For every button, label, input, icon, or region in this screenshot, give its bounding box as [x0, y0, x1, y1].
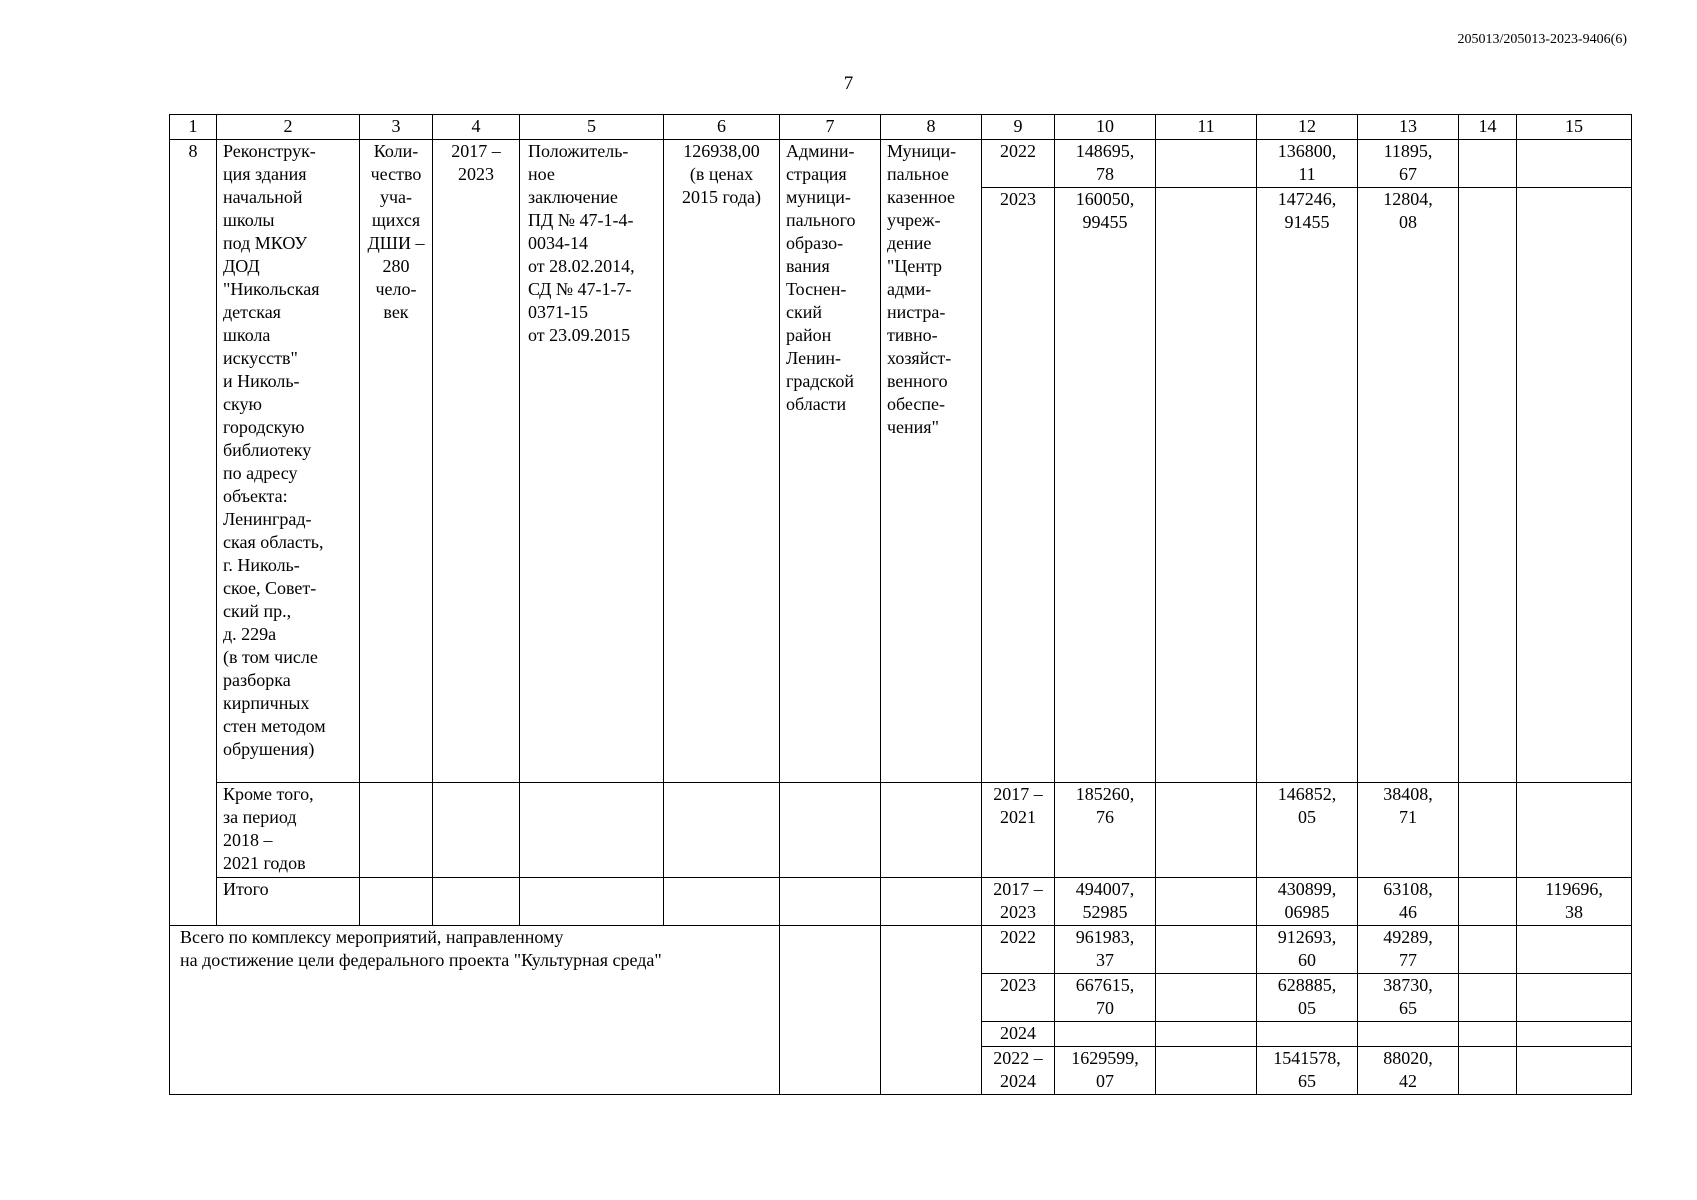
- cell-col14: [1459, 926, 1517, 974]
- col-header: 4: [433, 115, 520, 140]
- year: 2017 – 2023: [982, 878, 1055, 926]
- cell-col15: [1517, 1022, 1632, 1047]
- cell-col11: [1156, 188, 1257, 783]
- customer: Админи- страция муници- пального образо- вания Тоснен- ский район Ленин- градской области: [780, 140, 881, 783]
- year: 2024: [982, 1022, 1055, 1047]
- cell-col14: [1459, 140, 1517, 188]
- col-header: 2: [217, 115, 360, 140]
- cell-total: 494007, 52985: [1055, 878, 1156, 926]
- table-row: [170, 140, 1632, 188]
- col-header: 14: [1459, 115, 1517, 140]
- table-row: [170, 926, 1632, 974]
- cell-regional: 88020, 42: [1358, 1047, 1459, 1095]
- cell-federal: 430899, 06985: [1257, 878, 1358, 926]
- cell-col11: [1156, 783, 1257, 878]
- grand-total-label: Всего по комплексу мероприятий, направленному на достижение цели федерального проекта "Культурная среда": [170, 926, 780, 1095]
- extra-period-label: Кроме того, за период 2018 – 2021 годов: [217, 783, 360, 878]
- empty-cell: [881, 783, 982, 878]
- cell-col14: [1459, 1022, 1517, 1047]
- col-header: 10: [1055, 115, 1156, 140]
- empty-cell: [520, 878, 664, 926]
- cell-col15: [1517, 140, 1632, 188]
- total-label: Итого: [217, 878, 360, 926]
- cell-col15: 119696, 38: [1517, 878, 1632, 926]
- cell-total: 667615, 70: [1055, 974, 1156, 1022]
- cell-federal: 1541578, 65: [1257, 1047, 1358, 1095]
- year: 2017 – 2021: [982, 783, 1055, 878]
- cell-regional: 63108, 46: [1358, 878, 1459, 926]
- developer: Муници- пальное казенное учреж- дение "Центр адми- нистра- тивно- хозяйст- венного обеспе- чения": [881, 140, 982, 783]
- cell-total: [1055, 1022, 1156, 1047]
- empty-cell: [433, 878, 520, 926]
- capacity: Коли- чество уча- щихся ДШИ – 280 чело- век: [360, 140, 433, 783]
- cell-col14: [1459, 188, 1517, 783]
- col-header: 13: [1358, 115, 1459, 140]
- table-row: [170, 783, 1632, 878]
- cell-col11: [1156, 878, 1257, 926]
- cell-col15: [1517, 926, 1632, 974]
- cell-col11: [1156, 140, 1257, 188]
- col-header: 11: [1156, 115, 1257, 140]
- cell-regional: 49289, 77: [1358, 926, 1459, 974]
- cell-col14: [1459, 974, 1517, 1022]
- row-number: 8: [170, 140, 217, 926]
- cell-col15: [1517, 1047, 1632, 1095]
- page-number: 7: [843, 73, 854, 94]
- cell-col14: [1459, 783, 1517, 878]
- implementation-period: 2017 – 2023: [433, 140, 520, 783]
- cell-federal: [1257, 1022, 1358, 1047]
- cell-total: 1629599, 07: [1055, 1047, 1156, 1095]
- year: 2023: [982, 974, 1055, 1022]
- cell-regional: [1358, 1022, 1459, 1047]
- cell-col15: [1517, 974, 1632, 1022]
- column-number-row: [170, 115, 1632, 140]
- col-header: 5: [520, 115, 664, 140]
- empty-cell: [360, 878, 433, 926]
- col-header: 12: [1257, 115, 1358, 140]
- cell-federal: 146852, 05: [1257, 783, 1358, 878]
- col-header: 3: [360, 115, 433, 140]
- cell-col11: [1156, 1047, 1257, 1095]
- empty-cell: [433, 783, 520, 878]
- col-header: 15: [1517, 115, 1632, 140]
- empty-cell: [881, 878, 982, 926]
- year: 2023: [982, 188, 1055, 783]
- col-header: 8: [881, 115, 982, 140]
- cell-regional: 38408, 71: [1358, 783, 1459, 878]
- cell-federal: 912693, 60: [1257, 926, 1358, 974]
- cell-col11: [1156, 1022, 1257, 1047]
- cell-total: 148695, 78: [1055, 140, 1156, 188]
- empty-cell: [780, 783, 881, 878]
- cell-col15: [1517, 188, 1632, 783]
- col-header: 6: [664, 115, 780, 140]
- cell-regional: 11895, 67: [1358, 140, 1459, 188]
- cell-federal: 628885, 05: [1257, 974, 1358, 1022]
- cell-regional: 12804, 08: [1358, 188, 1459, 783]
- cell-total: 160050, 99455: [1055, 188, 1156, 783]
- cell-regional: 38730, 65: [1358, 974, 1459, 1022]
- empty-cell: [881, 926, 982, 1095]
- year: 2022: [982, 140, 1055, 188]
- year: 2022: [982, 926, 1055, 974]
- year: 2022 – 2024: [982, 1047, 1055, 1095]
- cell-federal: 147246, 91455: [1257, 188, 1358, 783]
- cell-col14: [1459, 1047, 1517, 1095]
- col-header: 1: [170, 115, 217, 140]
- empty-cell: [664, 878, 780, 926]
- cell-total: 185260, 76: [1055, 783, 1156, 878]
- expert-conclusion: Положитель- ное заключение ПД № 47-1-4- 0034-14 от 28.02.2014, СД № 47-1-7- 0371-15 от 23.09.2015: [520, 140, 664, 783]
- cell-federal: 136800, 11: [1257, 140, 1358, 188]
- empty-cell: [780, 878, 881, 926]
- empty-cell: [520, 783, 664, 878]
- empty-cell: [664, 783, 780, 878]
- cell-total: 961983, 37: [1055, 926, 1156, 974]
- cell-col11: [1156, 926, 1257, 974]
- empty-cell: [360, 783, 433, 878]
- col-header: 9: [982, 115, 1055, 140]
- table-row: [170, 878, 1632, 926]
- object-name: Реконструк- ция здания начальной школы под МКОУ ДОД "Никольская детская школа искусств" и Николь- скую городскую библиотеку по адресу объекта: Ленинград- ская область, г. Николь- ское, Совет- ский пр., д. 229а (в том числе разборка кирпичных стен методом обрушения): [217, 140, 360, 783]
- cell-col11: [1156, 974, 1257, 1022]
- cell-col14: [1459, 878, 1517, 926]
- document-id: 205013/205013-2023-9406(6): [1457, 32, 1627, 47]
- cell-col15: [1517, 783, 1632, 878]
- empty-cell: [780, 926, 881, 1095]
- estimated-cost: 126938,00 (в ценах 2015 года): [664, 140, 780, 783]
- col-header: 7: [780, 115, 881, 140]
- program-table: [169, 114, 1632, 1095]
